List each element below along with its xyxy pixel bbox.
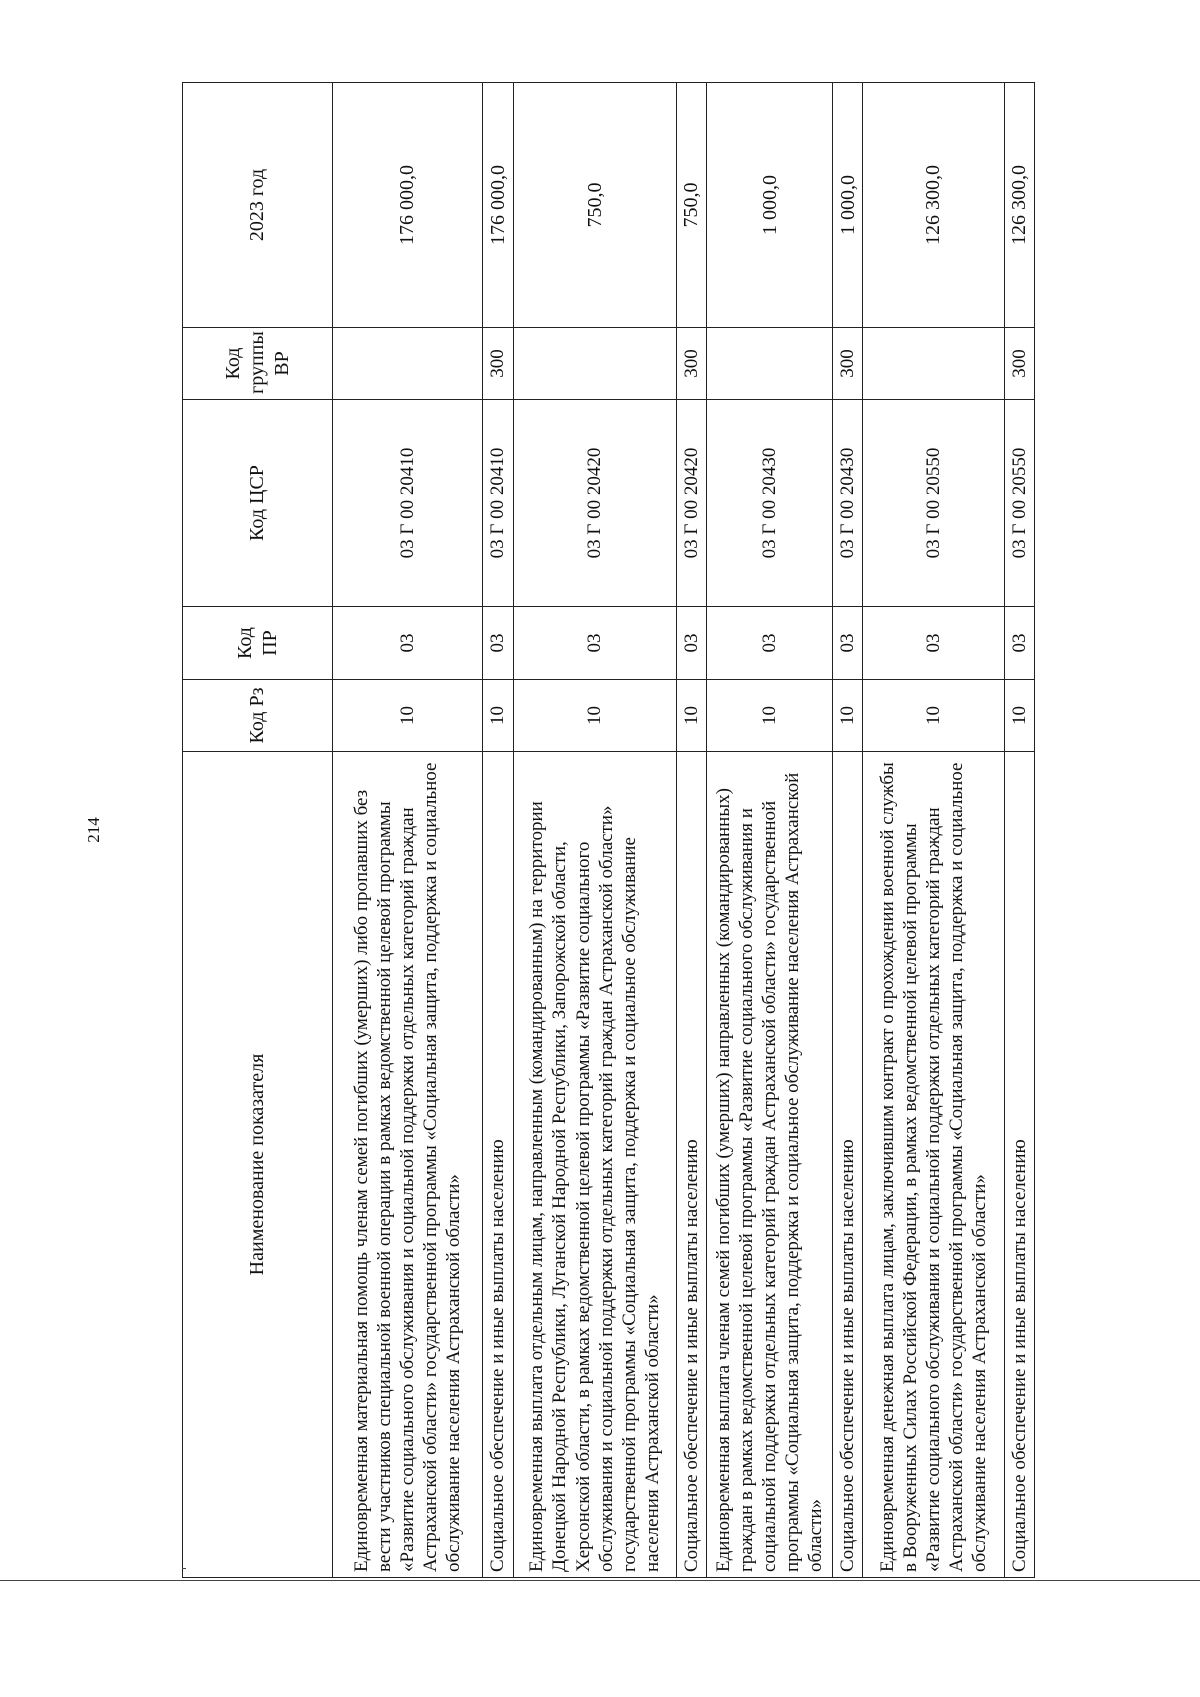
row-vr: 300 [1004, 328, 1034, 400]
row-amount: 176 000,0 [333, 83, 483, 328]
row-rz: 10 [483, 680, 513, 752]
header-amount: 2023 год [183, 83, 333, 328]
row-pr: 03 [707, 607, 833, 680]
row-csr: 03 Г 00 20410 [483, 400, 513, 607]
row-rz: 10 [833, 680, 863, 752]
row-amount: 1 000,0 [833, 83, 863, 328]
row-amount: 1 000,0 [707, 83, 833, 328]
row-pr: 03 [1004, 607, 1034, 680]
row-name: Единовременная выплата отдельным лицам, направленным (командированным) на территории Донецкой Народной Республики, Луганской Народной Республики, Запорожской области, Херсонской области, в рамках ведомственной целевой программы «Развитие социального обслуживания и социальной поддержки отдельных категорий граждан Астраханской области» государственной программы «Социальная защита, поддержка и социальное обслуживание населения Астраханской области» [513, 752, 676, 1578]
header-rz: Код Рз [183, 680, 333, 752]
scan-mark [182, 1568, 186, 1569]
row-csr: 03 Г 00 20430 [707, 400, 833, 607]
row-name: Социальное обеспечение и иные выплаты населению [833, 752, 863, 1578]
row-rz: 10 [513, 680, 676, 752]
row-rz: 10 [707, 680, 833, 752]
header-csr: Код ЦСР [183, 400, 333, 607]
row-amount: 176 000,0 [483, 83, 513, 328]
row-pr: 03 [863, 607, 1004, 680]
table-row [707, 83, 833, 1578]
rotated-table-container [182, 83, 1035, 1578]
row-name: Единовременная материальная помощь членам семей погибших (умерших) либо пропавших без вести участников специальной военной операции в рамках ведомственной целевой программы «Развитие социального обслуживания и социальной поддержки отдельных категорий граждан Астраханской области» государственной программы «Социальная защита, поддержка и социальное обслуживание населения Астраханской области» [333, 752, 483, 1578]
row-vr [333, 328, 483, 400]
row-pr: 03 [833, 607, 863, 680]
row-csr: 03 Г 00 20420 [676, 400, 706, 607]
row-csr: 03 Г 00 20430 [833, 400, 863, 607]
row-pr: 03 [513, 607, 676, 680]
row-rz: 10 [1004, 680, 1034, 752]
row-csr: 03 Г 00 20420 [513, 400, 676, 607]
header-vr: Код группы ВР [183, 328, 333, 400]
table-row [1004, 83, 1034, 1578]
row-amount: 750,0 [676, 83, 706, 328]
table-row [863, 83, 1004, 1578]
row-pr: 03 [676, 607, 706, 680]
row-name: Социальное обеспечение и иные выплаты населению [676, 752, 706, 1578]
row-rz: 10 [863, 680, 1004, 752]
table-row [483, 83, 513, 1578]
header-name: Наименование показателя [183, 752, 333, 1578]
table-row [513, 83, 676, 1578]
row-amount: 750,0 [513, 83, 676, 328]
row-amount: 126 300,0 [1004, 83, 1034, 328]
budget-table [182, 82, 1035, 1578]
table-row [333, 83, 483, 1578]
row-vr: 300 [483, 328, 513, 400]
row-vr [863, 328, 1004, 400]
row-pr: 03 [333, 607, 483, 680]
row-name: Единовременная выплата членам семей погибших (умерших) направленных (командированных) граждан в рамках ведомственной целевой программы «Развитие социального обслуживания и социальной поддержки отдельных категорий граждан Астраханской области» государственной программы «Социальная защита, поддержка и социальное обслуживание населения Астраханской области» [707, 752, 833, 1578]
page-number: 214 [84, 817, 103, 843]
row-vr [513, 328, 676, 400]
table-row [676, 83, 706, 1578]
table-header-row [183, 83, 333, 1578]
row-rz: 10 [676, 680, 706, 752]
row-pr: 03 [483, 607, 513, 680]
row-rz: 10 [333, 680, 483, 752]
row-csr: 03 Г 00 20410 [333, 400, 483, 607]
row-csr: 03 Г 00 20550 [1004, 400, 1034, 607]
row-csr: 03 Г 00 20550 [863, 400, 1004, 607]
row-vr: 300 [676, 328, 706, 400]
row-vr [707, 328, 833, 400]
row-name: Единовременная денежная выплата лицам, заключившим контракт о прохождении военной службы в Вооруженных Силах Российской Федерации, в рамках ведомственной целевой программы «Развитие социального обслуживания и социальной поддержки отдельных категорий граждан Астраханской области» государственной программы «Социальная защита, поддержка и социальное обслуживание населения Астраханской области» [863, 752, 1004, 1578]
row-name: Социальное обеспечение и иные выплаты населению [1004, 752, 1034, 1578]
row-vr: 300 [833, 328, 863, 400]
table-row [833, 83, 863, 1578]
row-name: Социальное обеспечение и иные выплаты населению [483, 752, 513, 1578]
header-pr: Код ПР [183, 607, 333, 680]
row-amount: 126 300,0 [863, 83, 1004, 328]
scan-bottom-edge [0, 1580, 1200, 1581]
